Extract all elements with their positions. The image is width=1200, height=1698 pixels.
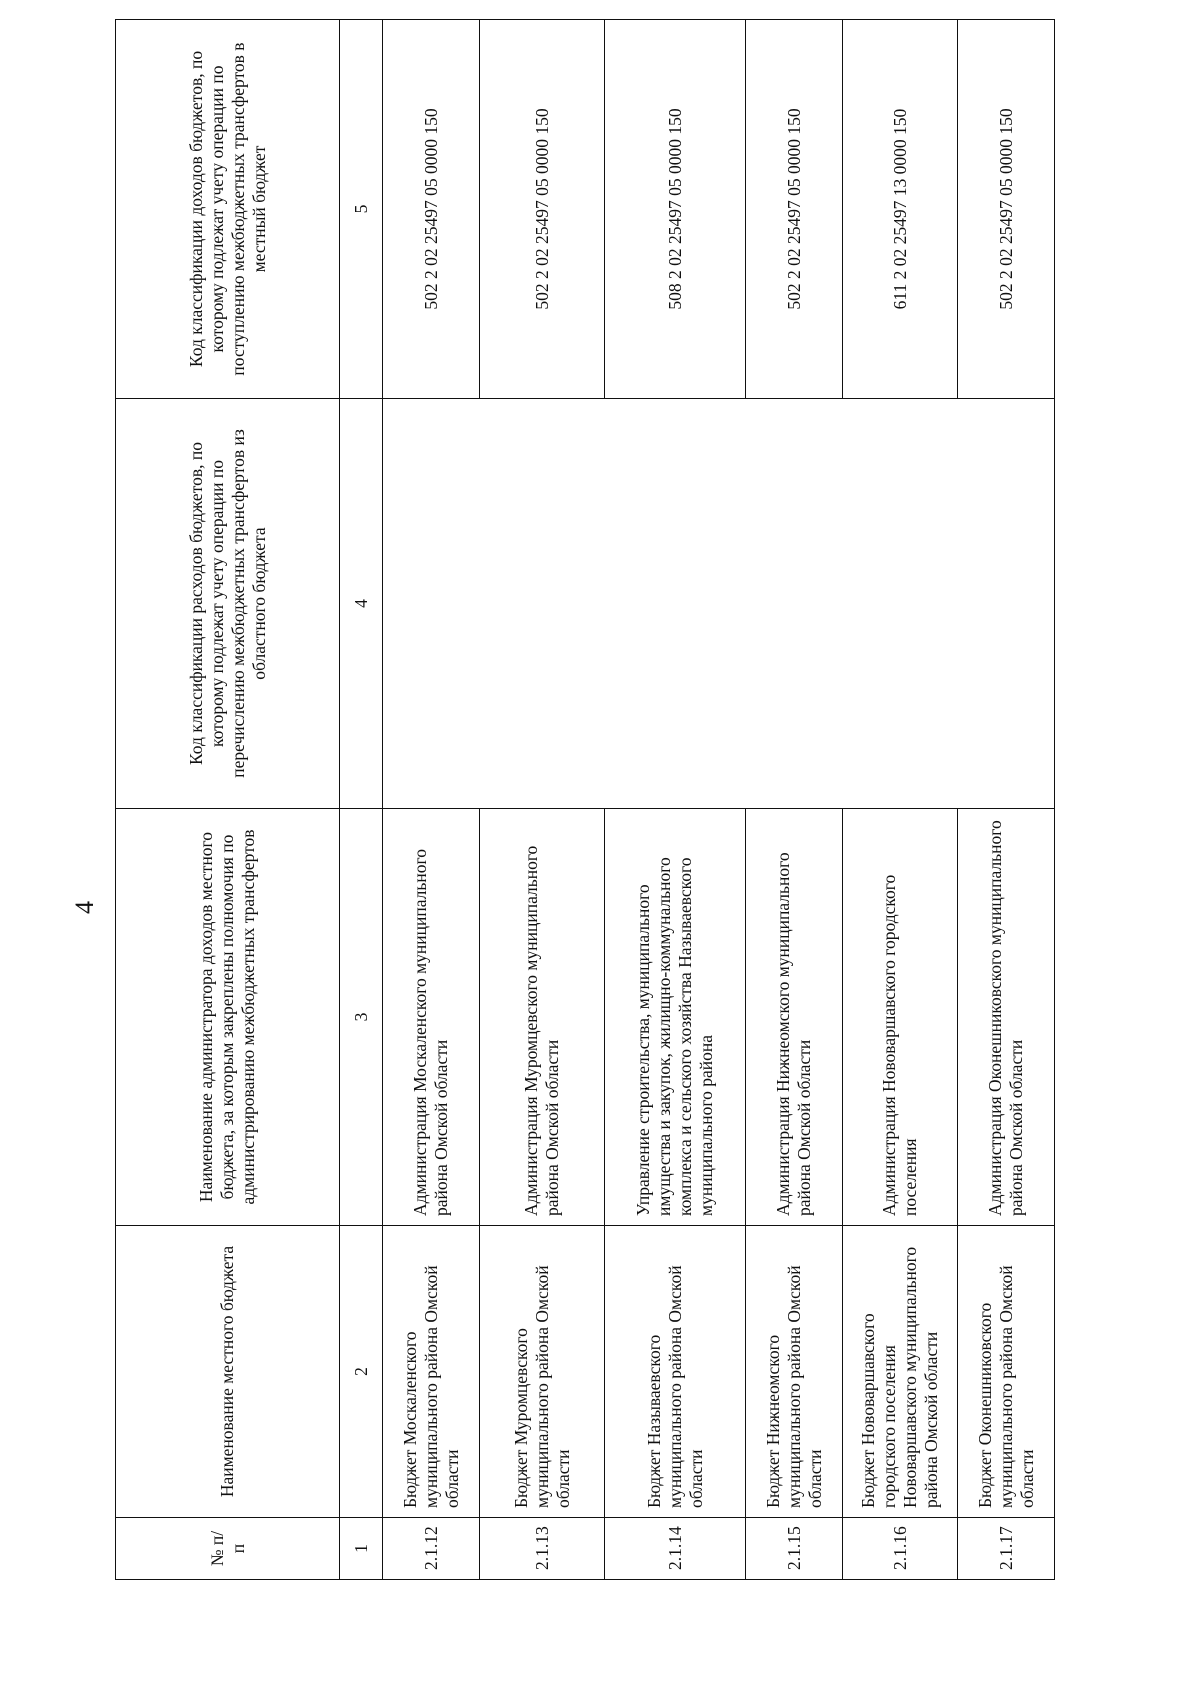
column-number: 2 <box>340 1226 383 1518</box>
budget-name: Бюджет Муромцевского муниципального района Омской области <box>480 1226 605 1518</box>
income-code: 502 2 02 25497 05 0000 150 <box>746 20 843 399</box>
administrator-name: Администрация Москаленского муниципального района Омской области <box>383 809 480 1226</box>
row-number: 2.1.17 <box>958 1518 1055 1580</box>
income-code: 611 2 02 25497 13 0000 150 <box>843 20 958 399</box>
header-income-code: Код классификации доходов бюджетов, по которому подлежат учету операции по поступлению межбюджетных трансфертов в местный бюджет <box>116 20 340 399</box>
row-number: 2.1.14 <box>605 1518 746 1580</box>
administrator-name: Администрация Муромцевского муниципального района Омской области <box>480 809 605 1226</box>
administrator-name: Администрация Оконешниковского муниципального района Омской области <box>958 809 1055 1226</box>
row-number: 2.1.13 <box>480 1518 605 1580</box>
row-number: 2.1.12 <box>383 1518 480 1580</box>
header-budget-name: Наименование местного бюджета <box>116 1226 340 1518</box>
administrator-name: Администрация Нововаршавского городского поселения <box>843 809 958 1226</box>
administrator-name: Администрация Нижнеомского муниципального района Омской области <box>746 809 843 1226</box>
transfers-table <box>115 19 1055 1580</box>
column-number-row <box>340 20 383 1580</box>
expense-code-cell <box>383 399 1055 809</box>
header-expense-code: Код классификации расходов бюджетов, по которому подлежат учету операции по перечислению межбюджетных трансфертов из областного бюджета <box>116 399 340 809</box>
header-administrator: Наименование администратора доходов местного бюджета, за которым закреплены полномочия по администрированию межбюджетных трансфертов <box>116 809 340 1226</box>
column-number: 1 <box>340 1518 383 1580</box>
budget-name: Бюджет Оконешниковского муниципального района Омской области <box>958 1226 1055 1518</box>
budget-name: Бюджет Нововаршавского городского поселения Нововаршавского муниципального района Омской области <box>843 1226 958 1518</box>
income-code: 502 2 02 25497 05 0000 150 <box>480 20 605 399</box>
income-code: 508 2 02 25497 05 0000 150 <box>605 20 746 399</box>
row-number: 2.1.15 <box>746 1518 843 1580</box>
column-number: 3 <box>340 809 383 1226</box>
income-code: 502 2 02 25497 05 0000 150 <box>958 20 1055 399</box>
column-number: 4 <box>340 399 383 809</box>
header-number: № п/п <box>116 1518 340 1580</box>
table-header-row <box>116 20 340 1580</box>
income-code: 502 2 02 25497 05 0000 150 <box>383 20 480 399</box>
table-row <box>383 20 480 1580</box>
budget-name: Бюджет Нижнеомского муниципального района Омской области <box>746 1226 843 1518</box>
budget-name: Бюджет Называевского муниципального района Омской области <box>605 1226 746 1518</box>
column-number: 5 <box>340 20 383 399</box>
row-number: 2.1.16 <box>843 1518 958 1580</box>
administrator-name: Управление строительства, муниципального имущества и закупок, жилищно-коммунального комплекса и сельского хозяйства Называевского муниципального района <box>605 809 746 1226</box>
budget-name: Бюджет Москаленского муниципального района Омской области <box>383 1226 480 1518</box>
page-number: 4 <box>70 901 99 914</box>
